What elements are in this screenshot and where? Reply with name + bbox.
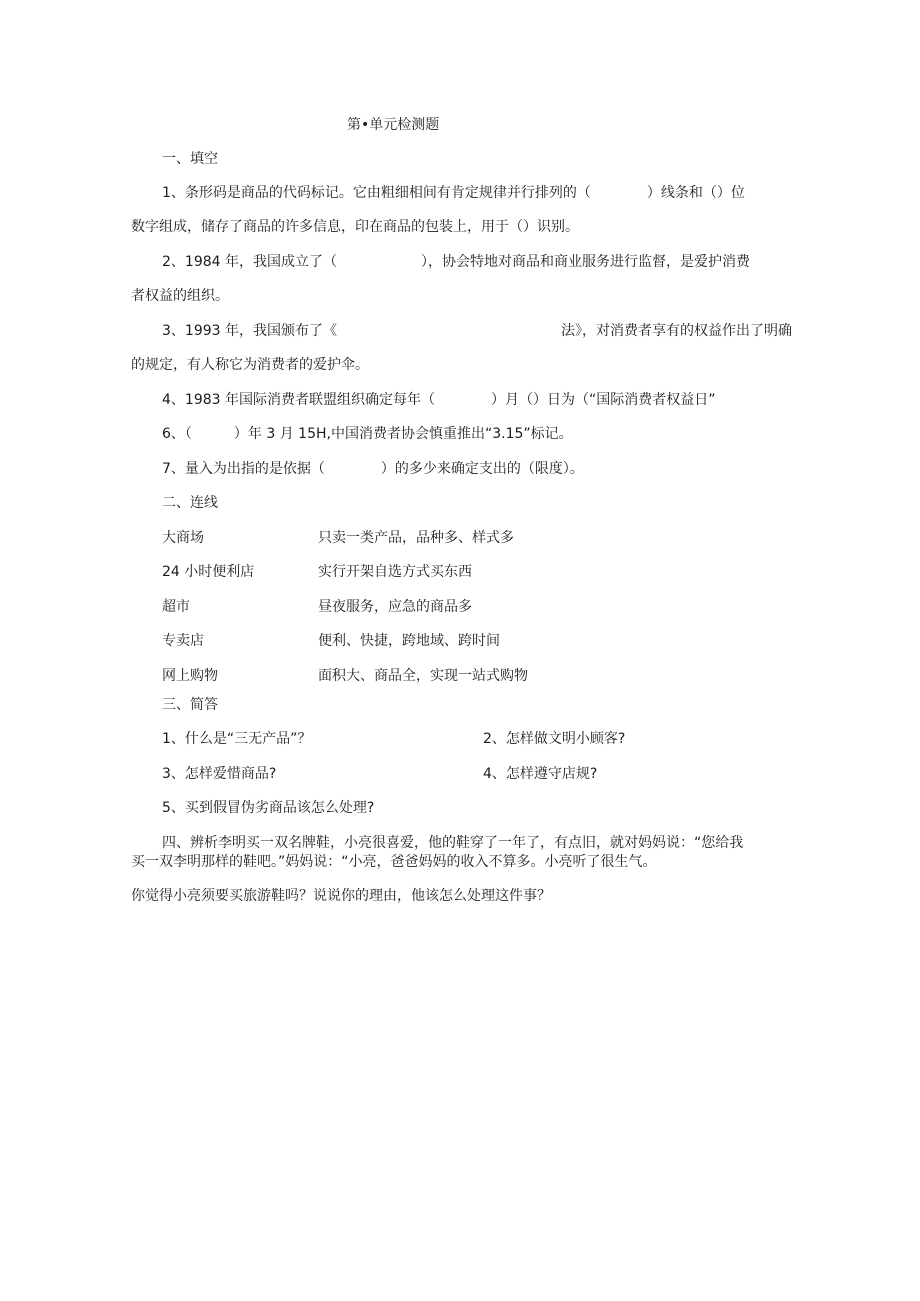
question-3-line-2: 的规定，有人称它为消费者的爱护伞。 xyxy=(131,357,369,373)
analysis-line-2: 买一双李明那样的鞋吧。”妈妈说：“小亮，爸爸妈妈的收入不算多。小亮听了很生气。 xyxy=(131,854,657,870)
question-4: 4、1983 年国际消费者联盟组织确定每年（ ）月（）日为（“国际消费者权益日” xyxy=(162,392,716,408)
match-right-item: 面积大、商品全，实现一站式购物 xyxy=(318,668,528,684)
match-left-item: 大商场 xyxy=(162,530,204,546)
question-2-line-1: 2、1984 年，我国成立了（ ），协会特地对商品和商业服务进行监督，是爱护消费 xyxy=(162,254,750,270)
question-3-line-1: 3、1993 年，我国颁布了《 法》，对消费者享有的权益作出了明确 xyxy=(162,323,792,339)
match-left-item: 24 小时便利店 xyxy=(162,564,255,580)
page-title: 第•单元检测题 xyxy=(347,117,440,133)
question-7: 7、量入为出指的是依据（ ）的多少来确定支出的（限度）。 xyxy=(162,461,584,477)
question-2-line-2: 者权益的组织。 xyxy=(131,288,229,304)
section-short-answer-heading: 三、简答 xyxy=(162,697,218,713)
analysis-line-1: 四、辨析李明买一双名牌鞋，小亮很喜爱，他的鞋穿了一年了，有点旧，就对妈妈说：“您给我 xyxy=(162,835,744,851)
short-answer-5: 5、买到假冒伪劣商品该怎么处理? xyxy=(162,800,375,816)
match-right-item: 便利、快捷，跨地域、跨时间 xyxy=(318,633,500,649)
match-left-item: 超市 xyxy=(162,599,190,615)
section-fill-blank-heading: 一、填空 xyxy=(162,151,218,167)
match-right-item: 昼夜服务，应急的商品多 xyxy=(318,599,472,615)
match-left-item: 专卖店 xyxy=(162,633,204,649)
short-answer-2: 2、怎样做文明小顾客? xyxy=(483,731,626,747)
match-left-item: 网上购物 xyxy=(162,668,218,684)
short-answer-3: 3、怎样爱惜商品? xyxy=(162,766,277,782)
section-matching-heading: 二、连线 xyxy=(162,495,218,511)
question-6: 6、（ ）年 3 月 15H,中国消费者协会慎重推出“3.15”标记。 xyxy=(162,426,573,442)
short-answer-1: 1、什么是“三无产品”？ xyxy=(162,731,312,747)
question-1-line-1: 1、条形码是商品的代码标记。它由粗细相间有肯定规律并行排列的（ ）线条和（）位 xyxy=(162,185,745,201)
question-1-line-2: 数字组成，储存了商品的许多信息，印在商品的包装上，用于（）识别。 xyxy=(131,219,579,235)
analysis-line-3: 你觉得小亮须要买旅游鞋吗？说说你的理由，他该怎么处理这件事？ xyxy=(131,888,551,904)
short-answer-4: 4、怎样遵守店规? xyxy=(483,766,598,782)
match-right-item: 实行开架自选方式买东西 xyxy=(318,564,472,580)
match-right-item: 只卖一类产品，品种多、样式多 xyxy=(318,530,514,546)
